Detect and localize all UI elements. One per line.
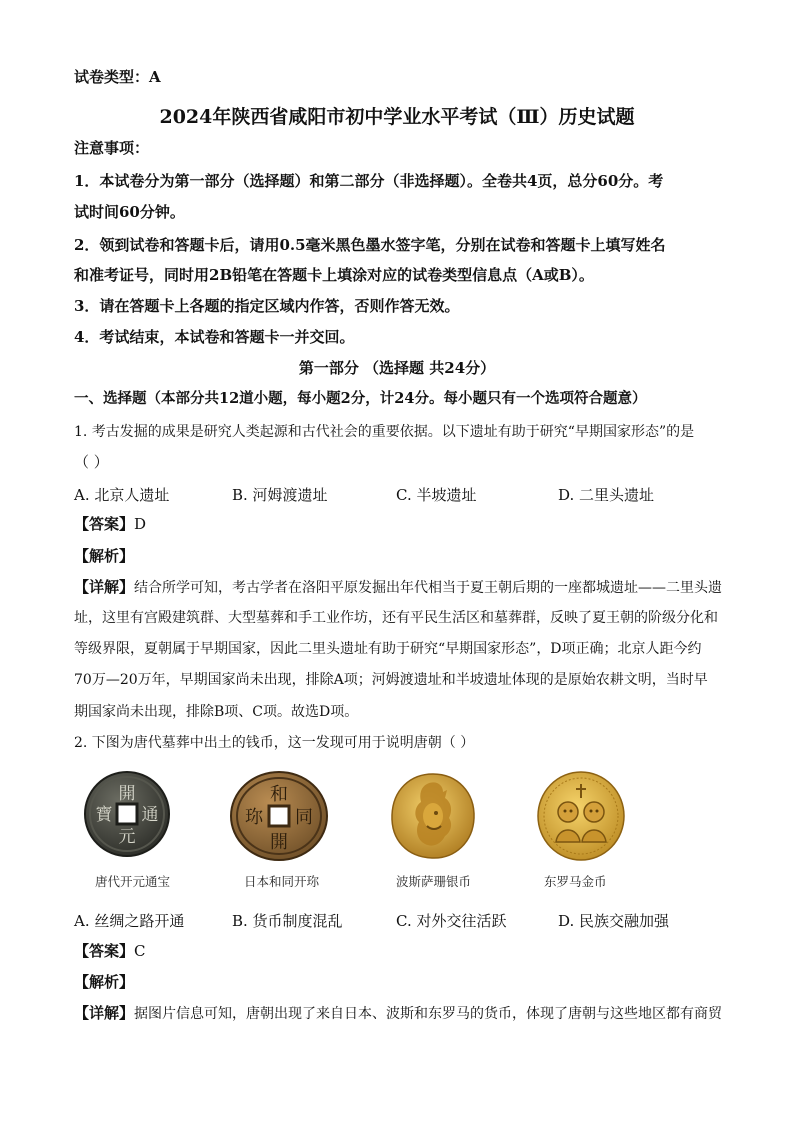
q2-option-a: A. 丝绸之路开通 <box>74 912 185 930</box>
notice-line: 2．领到试卷和答题卡后，请用0.5毫米黑色墨水签字笔，分别在试卷和答题卡上填写姓名 <box>74 236 666 254</box>
coin-caption: 唐代开元通宝 <box>95 874 171 889</box>
q1-detail: 【详解】结合所学可知，考古学者在洛阳平原发掘出年代相当于夏王朝后期的一座都城遗址——二里头遗 <box>74 578 723 596</box>
q1-detail-line: 等级界限，夏朝属于早期国家，因此二里头遗址有助于研究“早期国家形态”，D项正确；北京人距今约 <box>74 641 702 657</box>
page-title: 2024年陕西省咸阳市初中学业水平考试（Ⅲ）历史试题 <box>159 106 635 128</box>
svg-text:珎: 珎 <box>245 807 263 828</box>
notice-heading: 注意事项： <box>74 139 150 157</box>
q1-detail-line: 址，这里有宫殿建筑群、大型墓葬和手工业作坊，还有平民生活区和墓葬群，反映了夏王朝的阶级分化和 <box>74 610 718 626</box>
byzantine-coin-image <box>536 770 626 862</box>
notice-line: 1．本试卷分为第一部分（选择题）和第二部分（非选择题）。全卷共4页，总分60分。考 <box>74 172 664 190</box>
notice-line: 3．请在答题卡上各题的指定区域内作答，否则作答无效。 <box>74 297 460 315</box>
svg-text:開: 開 <box>270 832 288 853</box>
paper-type: 试卷类型：A <box>74 68 161 86</box>
q1-answer: 【答案】D <box>74 515 147 533</box>
q1-analysis-label: 【解析】 <box>74 547 135 565</box>
wado-kaichin-coin-image <box>229 770 329 862</box>
q1-detail-line: 期国家尚未出现，排除B项、C项。故选D项。 <box>74 704 359 720</box>
coin-caption: 日本和同开珎 <box>244 874 320 889</box>
q1-option-c: C. 半坡遗址 <box>396 486 477 504</box>
q1-option-d: D. 二里头遗址 <box>558 486 655 504</box>
part-one-heading: 第一部分 （选择题 共24分） <box>298 359 496 377</box>
sasanian-coin-image <box>387 770 479 862</box>
q1-options <box>74 484 734 506</box>
q1-stem-blank: （ ） <box>74 453 109 471</box>
q2-analysis-label: 【解析】 <box>74 973 135 991</box>
q2-options <box>74 910 734 932</box>
svg-text:通: 通 <box>141 805 159 825</box>
q2-option-b: B. 货币制度混乱 <box>232 912 343 930</box>
q2-detail: 【详解】据图片信息可知，唐朝出现了来自日本、波斯和东罗马的货币，体现了唐朝与这些地区都有商贸 <box>74 1004 723 1022</box>
coin-caption: 波斯萨珊银币 <box>396 874 472 889</box>
q2-stem: 2. 下图为唐代墓葬中出土的钱币，这一发现可用于说明唐朝（ ） <box>74 735 475 751</box>
q1-detail-line: 70万—20万年，早期国家尚未出现，排除A项；河姆渡遗址和半坡遗址体现的是原始农耕文明，当时早 <box>74 672 708 688</box>
q1-stem: 1. 考古发掘的成果是研究人类起源和古代社会的重要依据。以下遗址有助于研究“早期国家形态”的是 <box>74 424 695 440</box>
q2-answer: 【答案】C <box>74 942 146 960</box>
q1-option-b: B. 河姆渡遗址 <box>232 486 328 504</box>
q2-option-d: D. 民族交融加强 <box>558 912 670 930</box>
q2-option-c: C. 对外交往活跃 <box>396 912 507 930</box>
svg-text:開: 開 <box>118 784 136 804</box>
notice-line: 和准考证号，同时用2B铅笔在答题卡上填涂对应的试卷类型信息点（A或B）。 <box>74 266 594 284</box>
svg-text:寶: 寶 <box>95 805 113 825</box>
svg-text:同: 同 <box>295 807 313 828</box>
svg-text:元: 元 <box>118 827 136 847</box>
svg-text:和: 和 <box>270 784 288 805</box>
coin-caption: 东罗马金币 <box>544 874 607 889</box>
q1-option-a: A. 北京人遗址 <box>74 486 170 504</box>
kaiyuan-coin-image <box>83 770 171 858</box>
notice-line: 试时间60分钟。 <box>74 203 185 221</box>
notice-line: 4．考试结束，本试卷和答题卡一并交回。 <box>74 328 355 346</box>
section-heading: 一、选择题（本部分共12道小题，每小题2分，计24分。每小题只有一个选项符合题意） <box>74 390 647 407</box>
